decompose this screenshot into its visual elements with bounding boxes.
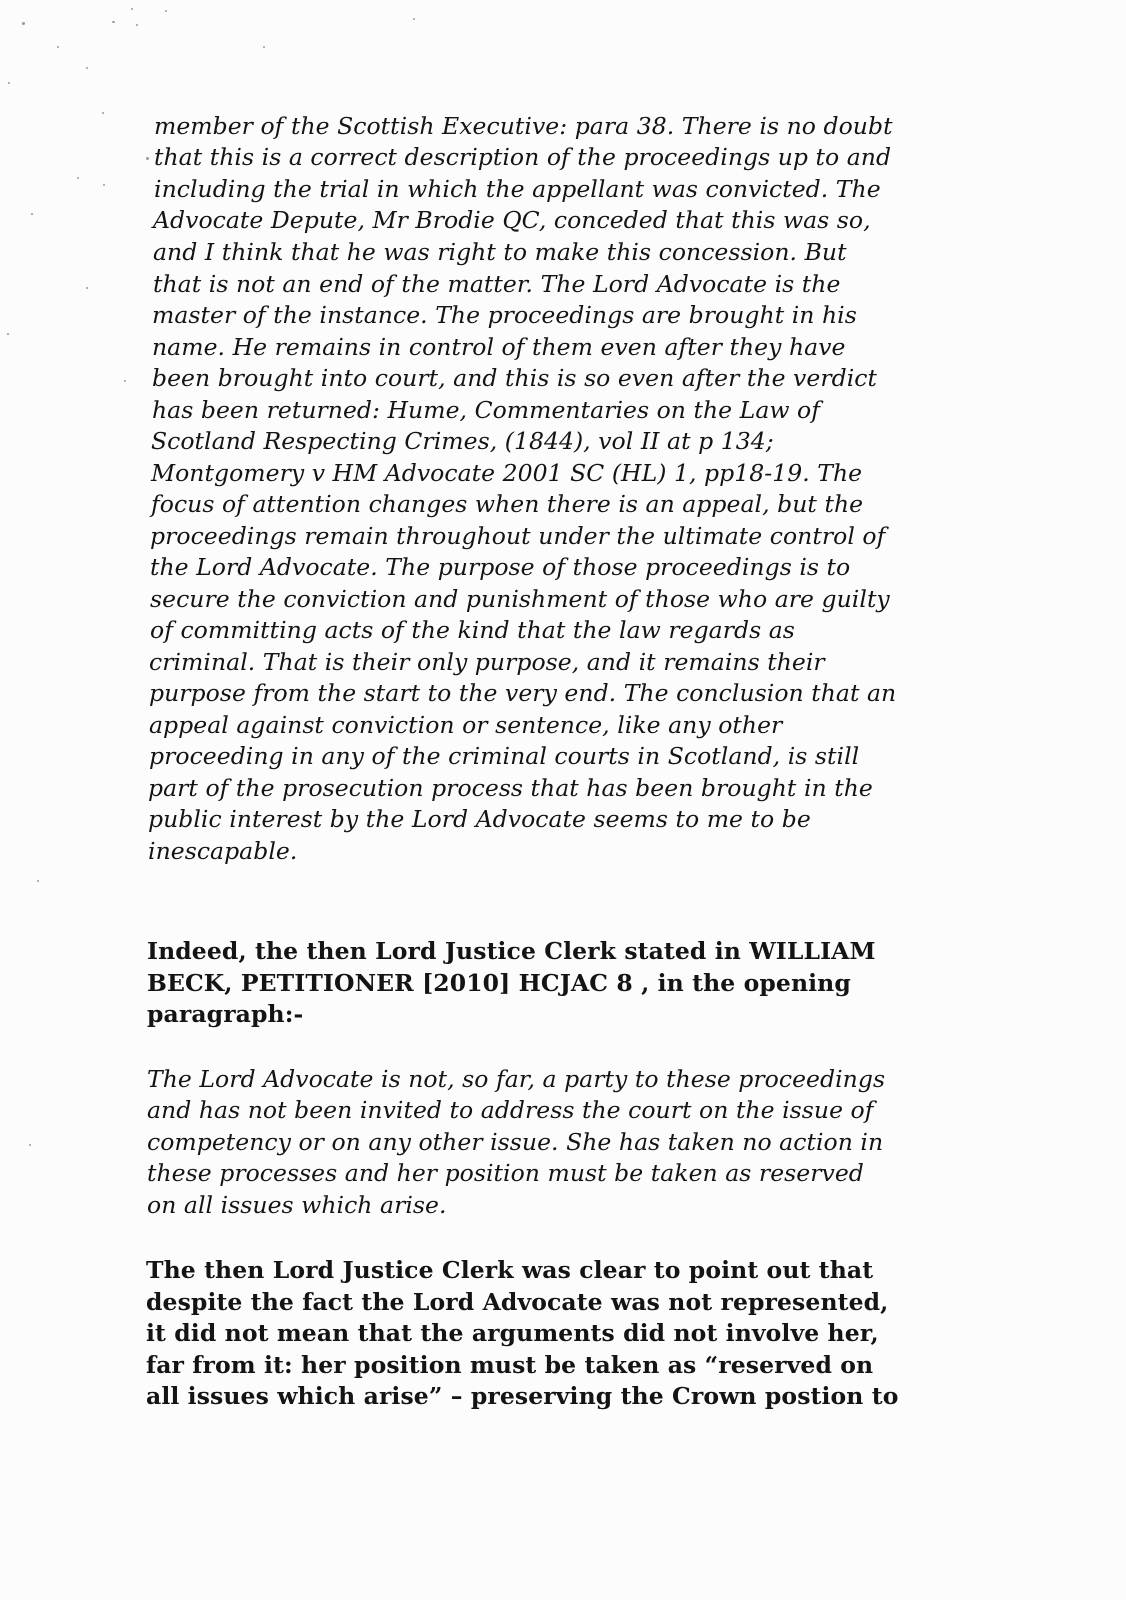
text-line: The Lord Advocate is not, so far, a party to these proceedings	[147, 1065, 886, 1093]
scan-speck	[112, 21, 115, 23]
text-line: focus of attention changes when there is an appeal, but the	[151, 490, 864, 518]
text-line: name. He remains in control of them even after they have	[152, 333, 846, 361]
scan-speck	[7, 333, 9, 335]
text-line: the Lord Advocate. The purpose of those proceedings is to	[150, 553, 851, 581]
scan-speck	[31, 213, 33, 215]
text-line: and I think that he was right to make this concession. But	[153, 238, 847, 266]
text-line: all issues which arise” – preserving the Crown postion to	[146, 1382, 899, 1410]
text-line: of committing acts of the kind that the law regards as	[150, 616, 795, 644]
scan-speck	[8, 82, 10, 84]
text-line: BECK, PETITIONER [2010] HCJAC 8 , in the opening	[147, 969, 851, 997]
scan-speck	[165, 10, 167, 12]
text-line: member of the Scottish Executive: para 38. There is no doubt	[154, 112, 893, 140]
text-line: The then Lord Justice Clerk was clear to point out that	[146, 1256, 874, 1284]
text-line: that this is a correct description of the proceedings up to and	[154, 143, 892, 171]
text-line: been brought into court, and this is so even after the verdict	[152, 364, 877, 392]
scan-speck	[413, 18, 415, 20]
text-line: part of the prosecution process that has been brought in the	[148, 774, 873, 802]
text-line: Montgomery v HM Advocate 2001 SC (HL) 1, pp18-19. The	[151, 459, 863, 487]
text-line: on all issues which arise.	[147, 1191, 447, 1219]
scan-speck	[124, 380, 126, 382]
text-line: has been returned: Hume, Commentaries on the Law of	[152, 396, 821, 424]
scan-speck	[29, 1144, 31, 1146]
text-line: competency or on any other issue. She has taken no action in	[147, 1128, 884, 1156]
text-line: purpose from the start to the very end. The conclusion that an	[149, 679, 897, 707]
scan-speck	[77, 177, 79, 179]
scan-speck	[146, 157, 149, 160]
text-line: proceeding in any of the criminal courts in Scotland, is still	[149, 742, 860, 770]
text-line: that is not an end of the matter. The Lord Advocate is the	[153, 270, 841, 298]
text-line: master of the instance. The proceedings are brought in his	[152, 301, 857, 329]
scan-speck	[131, 8, 133, 10]
text-line: Scotland Respecting Crimes, (1844), vol II at p 134;	[151, 427, 774, 455]
scan-speck	[22, 22, 25, 25]
text-line: far from it: her position must be taken as “reserved on	[146, 1351, 874, 1379]
text-line: Advocate Depute, Mr Brodie QC, conceded that this was so,	[153, 206, 871, 234]
text-line: it did not mean that the arguments did not involve her,	[146, 1319, 879, 1347]
text-line: criminal. That is their only purpose, and it remains their	[149, 648, 825, 676]
scan-speck	[102, 112, 104, 114]
text-line: these processes and her position must be taken as reserved	[147, 1159, 864, 1187]
text-line: appeal against conviction or sentence, like any other	[149, 711, 783, 739]
text-line: public interest by the Lord Advocate seems to me to be	[148, 805, 811, 833]
text-line: Indeed, the then Lord Justice Clerk stated in WILLIAM	[147, 937, 876, 965]
text-line: despite the fact the Lord Advocate was not represented,	[146, 1288, 889, 1316]
text-line: inescapable.	[148, 837, 298, 865]
scan-speck	[86, 287, 88, 289]
scan-speck	[136, 24, 138, 26]
text-line: including the trial in which the appellant was convicted. The	[154, 175, 881, 203]
scan-speck	[37, 880, 39, 882]
scan-speck	[103, 184, 105, 186]
text-line: proceedings remain throughout under the ultimate control of	[150, 522, 886, 550]
scan-speck	[86, 67, 88, 69]
text-line: secure the conviction and punishment of those who are guilty	[150, 585, 890, 613]
scan-speck	[57, 46, 59, 48]
scan-speck	[263, 46, 265, 48]
text-line: paragraph:-	[147, 1000, 304, 1028]
text-line: and has not been invited to address the court on the issue of	[147, 1096, 874, 1124]
